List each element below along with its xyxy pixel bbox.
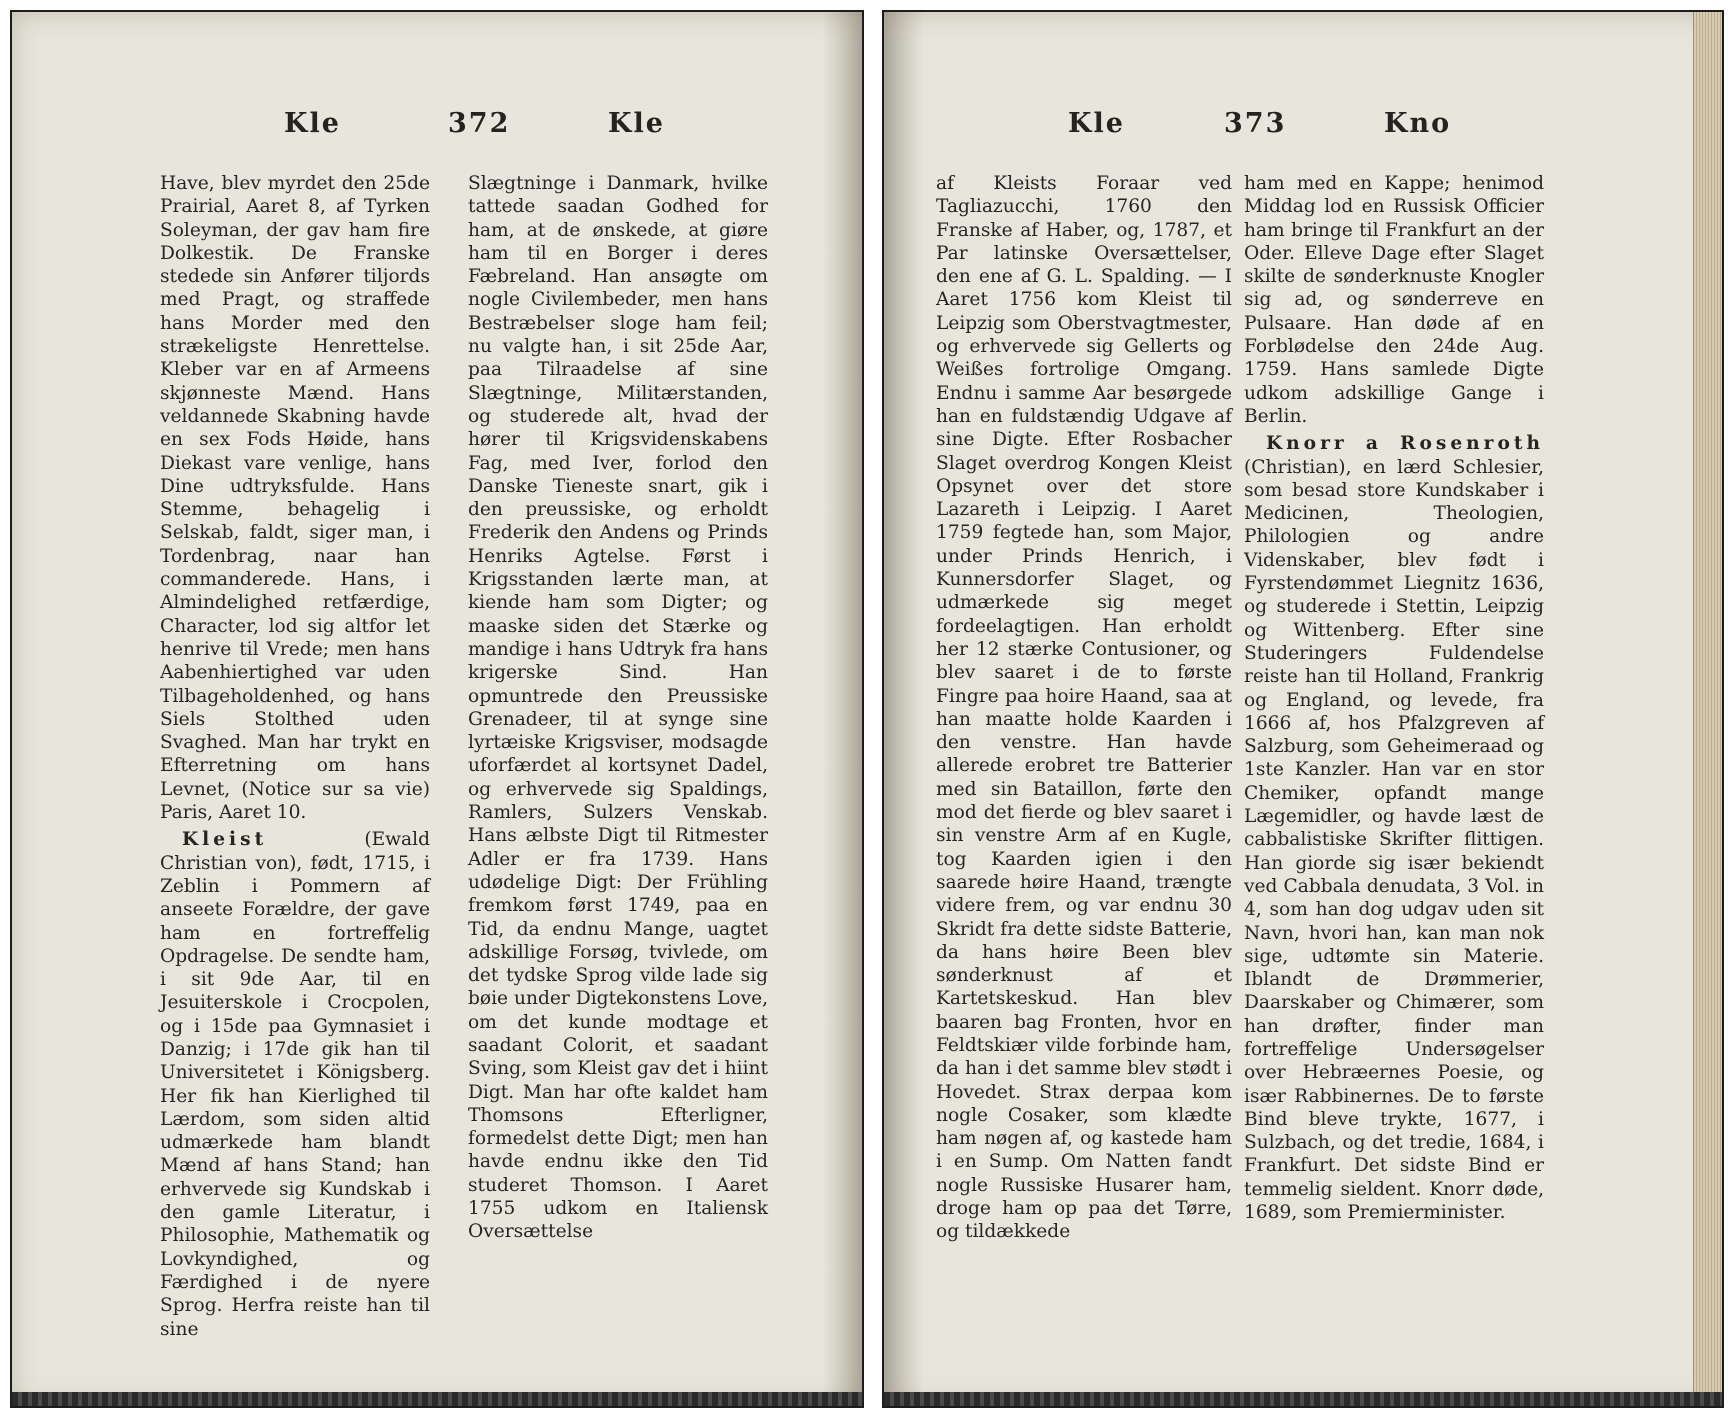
paragraph: af Kleists Foraar ved Tagliazucchi, 1760 den Franske af Haber, og, 1787, et Par latinske Oversættelser, den ene af G. L. Spalding. — I Aaret 1756 kom Kleist til Leipzig som Oberstvagtmester, og erhvervede sig Gellerts og Weißes fortrolige Omgang. Endnu i samme Aar besørgede han en fuldstændig Udgave af sine Digte. Efter Rosbacher Slaget overdrog Kongen Kleist Opsynet over det store Lazareth i Leipzig. I Aaret 1759 fegtede han, som Major, under Prinds Henrich, i Kunnersdorfer Slaget, og udmærkede sig meget fordeelagtigen. Han erholdt her 12 stærke Contusioner, og blev saaret i de to første Fingre paa hoire Haand, saa at han maatte holde Kaarden i den venstre. Han havde allerede erobret tre Batterier med sin Bataillon, førte den mod det fierde og blev saaret i sin venstre Arm af en Kugle, tog Kaarden igien i den saarede høire Haand, trængte videre frem, og var endnu 30 Skridt fra dette sidste Batterie, da hans høire Been blev sønderknust af et Kartetskeskud. Han blev baaren bag Fronten, hvor en Feldtskiær vilde forbinde ham, da han i det samme blev stødt i Hovedet. Strax derpaa kom nogle Cosaker, som klædte ham nøgen af, og kastede ham i en Sump. Om Natten fandt nogle Russiske Husarer ham, droge ham op paa det Tørre, og tildækkede	[936, 173, 1232, 1243]
page-edges	[1693, 12, 1722, 1406]
paragraph: Slægtninge i Danmark, hvilke tattede saadan Godhed for ham, at de ønskede, at giøre ham til en Borger i deres Fæbreland. Han ansøgte om nogle Civilembeder, men hans Bestræbelser sloge ham feil; nu valgte han, i sit 25de Aar, paa Tilraadelse af sine Slægtninge, Militærstanden, og studerede alt, hvad der hører til Krigsvidenskabens Fag, med Iver, forlod den Danske Tieneste snart, gik i den preussiske, og erholdt Frederik den Andens og Prinds Henriks Agtelse. Først i Krigsstanden lærte man, at kiende ham som Digter; og maaske siden det Stærke og mandige i hans Udtryk fra hans krigerske Sind. Han opmuntrede den Preussiske Grenadeer, til at synge sine lyrtæiske Krigsviser, modsagde uforfærdet al kortsynet Dadel, og erhvervede sig Spaldings, Ramlers, Sulzers Venskab. Hans ælbste Digt til Ritmester Adler er fra 1739. Hans udødelige Digt: Der Frühling fremkom først 1749, paa en Tid, da endnu Mange, uagtet adskillige Forsøg, tvivlede, om det tydske Sprog vilde lade sig bøie under Digtekonstens Love, om det kunde modtage et saadant Colorit, et saadant Sving, som Kleist gav det i hiint Digt. Man har ofte kaldet ham Thomsons Efterligner, formedelst dette Digt; men han havde endnu ikke den Tid studeret Thomson. I Aaret 1755 udkom en Italiensk Oversættelse	[468, 173, 768, 1243]
left-page	[10, 10, 864, 1408]
entry-headword: Knorr a Rosenroth	[1266, 433, 1544, 455]
paragraph: ham med en Kappe; henimod Middag lod en Russisk Officier ham bringe til Frankfurt an der Oder. Elleve Dage efter Slaget skilte de sønderknuste Knogler sig ad, og sønderreve en Pulsaare. Han døde af en Forblødelse den 24de Aug. 1759. Hans samlede Digte udkom adskillige Gange i Berlin.	[1244, 173, 1544, 427]
running-head-right: Kle	[608, 108, 665, 139]
running-head-left: Kle	[284, 108, 341, 139]
gutter-shadow	[884, 12, 924, 1406]
text-column-1	[160, 172, 430, 1341]
entry-paragraph	[160, 828, 430, 1341]
entry-headword: Kleist	[182, 829, 268, 851]
text-column-2	[468, 172, 768, 1244]
page-number: 373	[1224, 108, 1287, 139]
running-head-right: Kno	[1384, 108, 1452, 139]
page-number: 372	[448, 108, 511, 139]
gutter-shadow	[822, 12, 862, 1406]
text-column-1	[936, 172, 1232, 1244]
right-page	[882, 10, 1724, 1408]
page-bottom-edge	[884, 1392, 1722, 1406]
entry-text: (Christian), en lærd Schlesier, som besad store Kundskaber i Medicinen, Theologien, Philologien og andre Videnskaber, blev født i Fyrstendømmet Liegnitz 1636, og studerede i Stettin, Leipzig og Wittenberg. Efter sine Studeringers Fuldendelse reiste han til Holland, Frankrig og England, og levede, fra 1666 af, hos Pfalzgreven af Salzburg, som Geheimeraad og 1ste Kanzler. Han var en stor Chemiker, opfandt mange Lægemidler, og havde læst de cabbalistiske Skrifter flittigen. Han giorde sig især bekiendt ved Cabbala denudata, 3 Vol. in 4, som han dog udgav uden sit Navn, hvori han, kan man nok sige, udtømte sin Materie. Iblandt de Drømmerier, Daarskaber og Chimærer, som han drøfter, finder man fortreffelige Undersøgelser over Hebræernes Poesie, og især Rabbinernes. De to første Bind bleve trykte, 1677, i Sulzbach, og det tredie, 1684, i Frankfurt. Det sidste Bind er temmelig sieldent. Knorr døde, 1689, som Premierminister.	[1244, 456, 1544, 1224]
page-bottom-edge	[12, 1392, 862, 1406]
paragraph: Have, blev myrdet den 25de Prairial, Aaret 8, af Tyrken Soleyman, der gav ham fire Dolkestik. De Franske stedede sin Anfører tiljords med Pragt, og straffede hans Morder med den strækeligste Henrettelse. Kleber var en af Armeens skjønneste Mænd. Hans veldannede Skabning havde en sex Fods Høide, hans Diekast vare venlige, hans Dine udtryksfulde. Hans Stemme, behagelig i Selskab, faldt, siger man, i Tordenbrag, naar han commanderede. Hans, i Almindelighed retfærdige, Character, lod sig altfor let henrive til Vrede; men hans Aabenhiertighed var uden Tilbageholdenhed, og hans Siels Stolthed uden Svaghed. Man har trykt en Efterretning om hans Levnet, (Notice sur sa vie) Paris, Aaret 10.	[160, 173, 430, 824]
text-column-2	[1244, 172, 1544, 1224]
running-head-left: Kle	[1068, 108, 1125, 139]
entry-text: (Ewald Christian von), født, 1715, i Zeblin i Pommern af anseete Forældre, der gave ham en fortreffelig Opdragelse. De sendte ham, i sit 9de Aar, til en Jesuiterskole i Crocpolen, og i 15de paa Gymnasiet i Danzig; i 17de gik han til Universitetet i Königsberg. Her fik han Kierlighed til Lærdom, som siden altid udmærkede ham blandt Mænd af hans Stand; han erhvervede sig Kundskab i den gamle Literatur, i Philosophie, Mathematik og Lovkyndighed, og Færdighed i de nyere Sprog. Herfra reiste han til sine	[160, 829, 430, 1340]
entry-paragraph	[1244, 432, 1544, 1224]
